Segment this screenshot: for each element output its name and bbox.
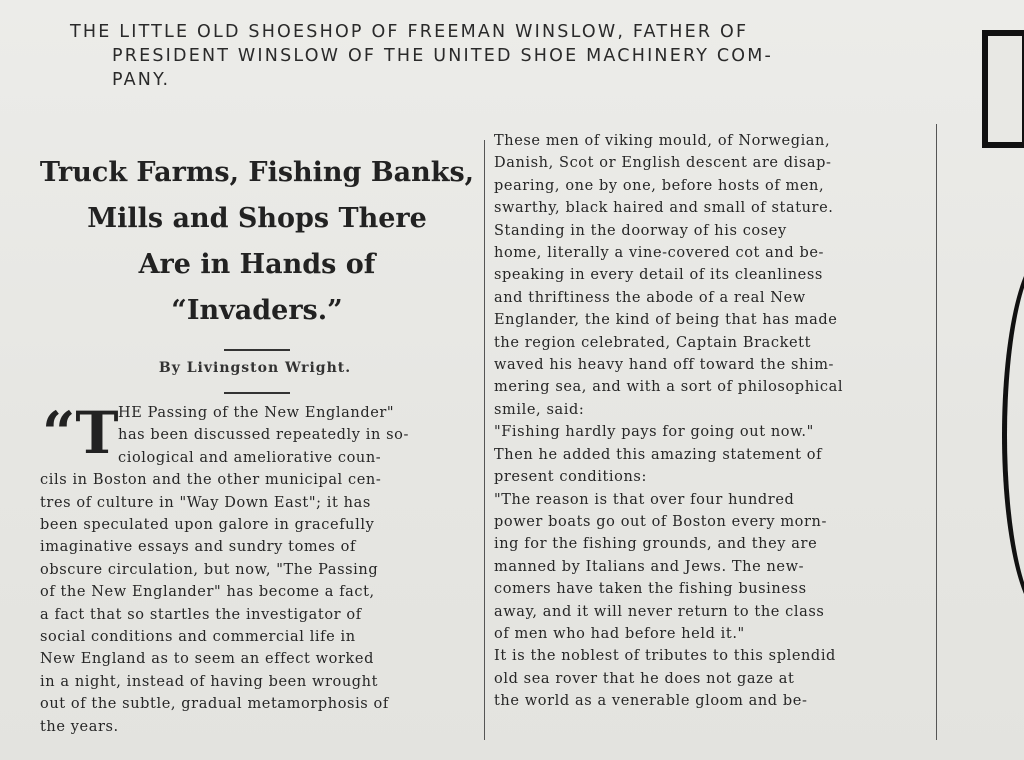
article-headline <box>34 150 480 334</box>
photo-caption <box>70 20 950 92</box>
headline-rule-bottom <box>224 392 290 394</box>
column1-line: tres of culture in "Way Down East"; it has <box>40 494 371 511</box>
column1-line: has been discussed repeatedly in so- <box>118 427 410 444</box>
column2-line: Englander, the kind of being that has made <box>494 312 838 329</box>
column2-line: of men who had before held it." <box>494 625 745 642</box>
headline-line-2: Mills and Shops There <box>87 203 427 234</box>
column2-line: speaking in every detail of its cleanliness <box>494 267 823 284</box>
column1-line: cils in Boston and the other municipal cen- <box>40 472 382 489</box>
column1-line: in a night, instead of having been wrought <box>40 673 379 690</box>
article-column-2 <box>494 130 934 713</box>
column2-line: away, and it will never return to the class <box>494 603 825 620</box>
caption-line-1: THE LITTLE OLD SHOESHOP OF FREEMAN WINSLOW, FATHER OF <box>70 22 749 42</box>
column2-line: home, literally a vine-covered cot and be- <box>494 245 825 262</box>
byline: By Livingston Wright. <box>158 360 352 376</box>
column2-line: Danish, Scot or English descent are disap- <box>494 155 832 172</box>
headline-line-1: Truck Farms, Fishing Banks, <box>39 157 475 188</box>
column2-line: mering sea, and with a sort of philosophical <box>494 379 844 396</box>
ornament-inner <box>988 36 1022 142</box>
column-right-rule <box>936 124 937 740</box>
column2-line: old sea rover that he does not gaze at <box>494 670 795 687</box>
column1-line: of the New Englander" has become a fact, <box>40 584 375 601</box>
column1-line: social conditions and commercial life in <box>40 629 356 646</box>
column1-line: ciological and ameliorative coun- <box>118 449 382 466</box>
headline-line-4: “Invaders.” <box>171 295 343 326</box>
column2-line: power boats go out of Boston every morn- <box>494 513 827 530</box>
column2-line: the world as a venerable gloom and be- <box>494 693 808 710</box>
headline-rule-top <box>224 349 290 351</box>
column1-line: been speculated upon galore in gracefully <box>40 517 375 534</box>
column2-line: These men of viking mould, of Norwegian, <box>494 133 831 149</box>
column2-line: "Fishing hardly pays for going out now." <box>494 424 814 441</box>
column1-line: imaginative essays and sundry tomes of <box>40 539 356 556</box>
column1-line: out of the subtle, gradual metamorphosis of <box>40 696 389 713</box>
illustration-arc <box>1002 250 1024 620</box>
column2-line: pearing, one by one, before hosts of men, <box>494 177 825 194</box>
caption-line-2: PRESIDENT WINSLOW OF THE UNITED SHOE MACHINERY COM- <box>112 46 774 66</box>
column1-line: HE Passing of the New Englander" <box>118 405 395 421</box>
column1-line: a fact that so startles the investigator of <box>40 606 362 623</box>
headline-line-3: Are in Hands of <box>138 249 376 280</box>
column2-line: present conditions: <box>494 469 647 486</box>
column1-line: New England as to seem an effect worked <box>40 651 374 668</box>
column1-line: the years. <box>40 718 119 735</box>
column-divider <box>484 140 485 740</box>
column2-line: ing for the fishing grounds, and they are <box>494 536 818 553</box>
column2-line: smile, said: <box>494 401 585 418</box>
column2-line: comers have taken the fishing business <box>494 581 807 598</box>
article-column-1 <box>40 399 476 738</box>
column2-line: It is the noblest of tributes to this splendid <box>494 648 836 665</box>
column2-line: swarthy, black haired and small of stature. <box>494 200 834 217</box>
column2-line: "The reason is that over four hundred <box>494 491 795 508</box>
column2-line: the region celebrated, Captain Brackett <box>494 334 812 351</box>
ornament-border <box>982 30 1024 148</box>
column1-line: obscure circulation, but now, "The Passing <box>40 561 379 578</box>
column2-line: Standing in the doorway of his cosey <box>494 222 787 239</box>
caption-line-3: PANY. <box>112 70 171 90</box>
column2-line: and thriftiness the abode of a real New <box>494 289 806 306</box>
column2-line: manned by Italians and Jews. The new- <box>494 558 805 575</box>
column2-line: Then he added this amazing statement of <box>494 446 823 463</box>
column2-line: waved his heavy hand off toward the shim- <box>494 357 835 374</box>
drop-cap: “T <box>42 399 119 467</box>
